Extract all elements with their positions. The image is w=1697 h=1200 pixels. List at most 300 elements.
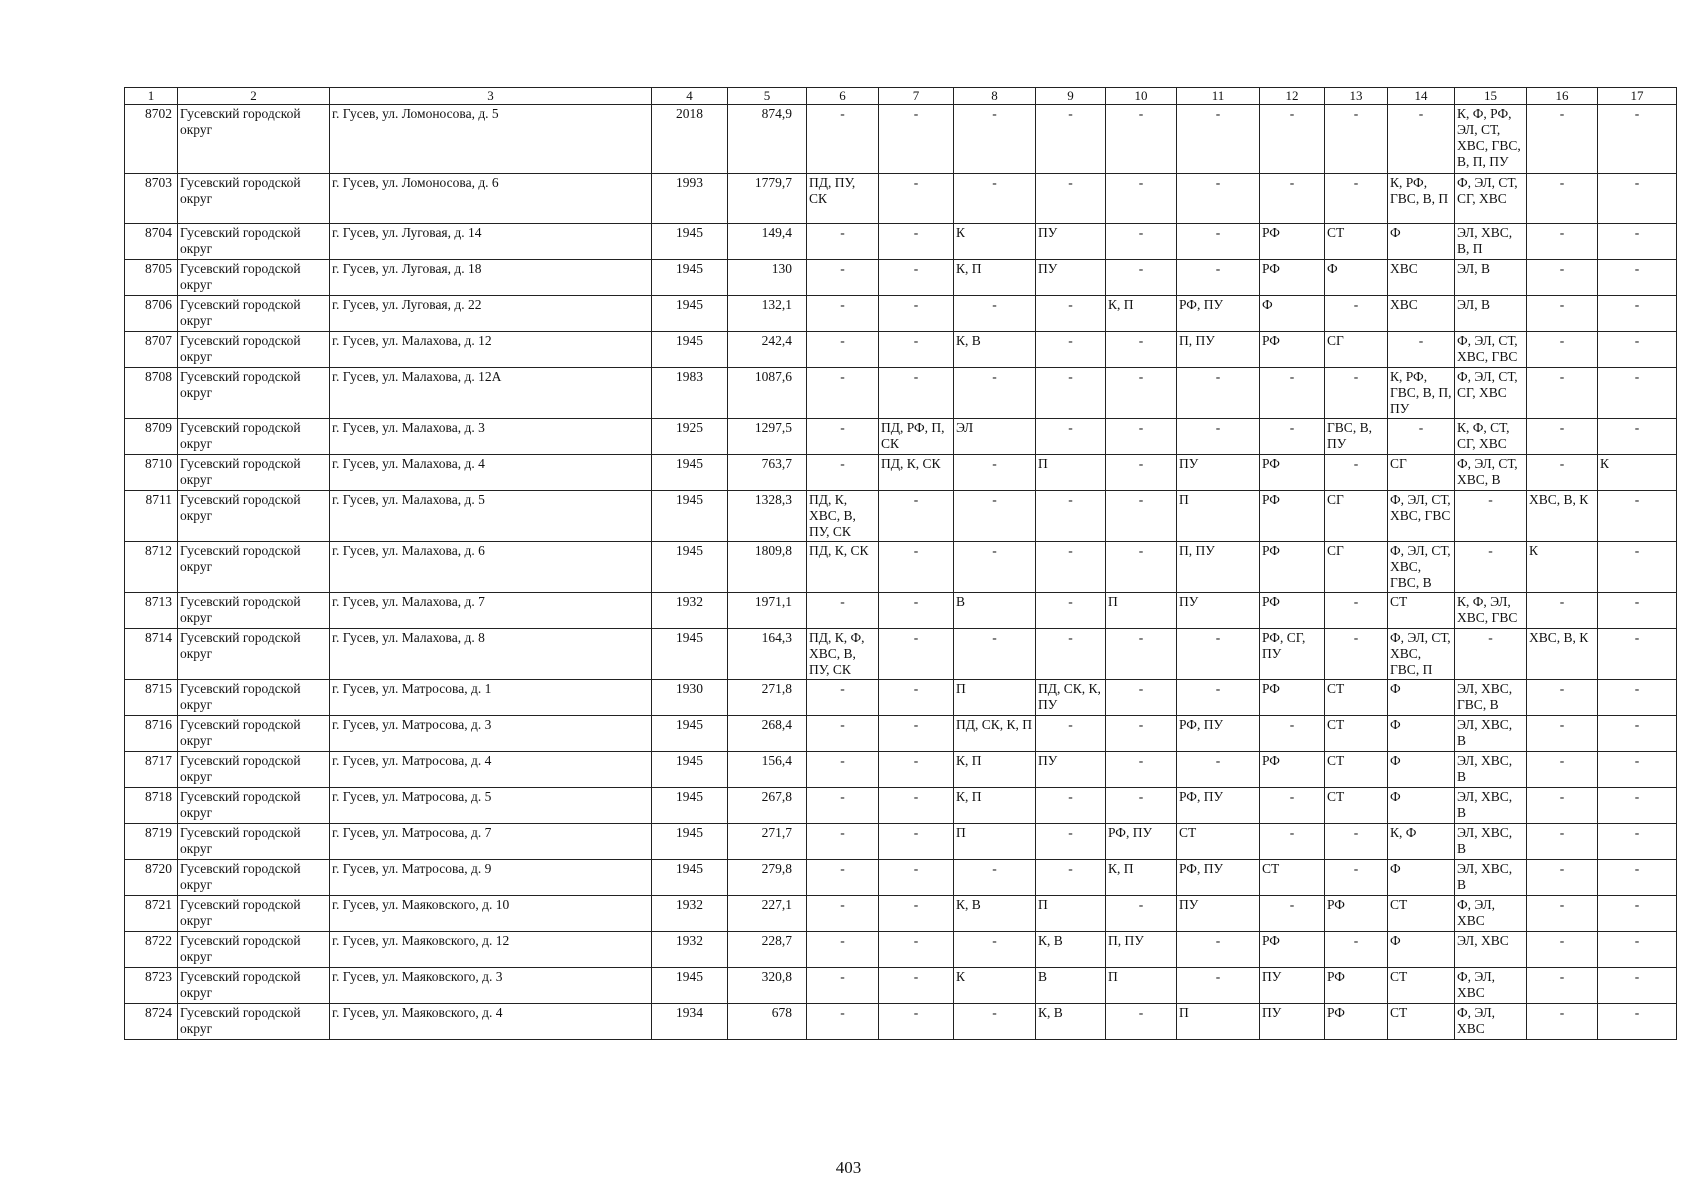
table-cell-col-2: Гусевский городской округ	[178, 968, 330, 1004]
table-row	[125, 332, 1677, 368]
table-cell-col-13: -	[1325, 629, 1388, 680]
table-cell-col-3: г. Гусев, ул. Малахова, д. 12	[330, 332, 652, 368]
table-cell-col-14: Ф	[1388, 752, 1455, 788]
table-cell-col-15: Ф, ЭЛ, СТ, ХВС, ГВС	[1455, 332, 1527, 368]
table-cell-col-15: ЭЛ, ХВС, В	[1455, 788, 1527, 824]
table-cell-col-16: -	[1527, 716, 1598, 752]
table-cell-col-15: Ф, ЭЛ, ХВС	[1455, 1004, 1527, 1040]
table-cell-col-8: К, П	[954, 752, 1036, 788]
table-cell-col-7: -	[879, 1004, 954, 1040]
table-cell-col-17: -	[1598, 296, 1677, 332]
table-cell-col-3: г. Гусев, ул. Матросова, д. 5	[330, 788, 652, 824]
table-cell-col-4: 1945	[652, 968, 728, 1004]
table-cell-col-17: -	[1598, 260, 1677, 296]
table-cell-col-10: -	[1106, 419, 1177, 455]
table-cell-col-4: 1945	[652, 752, 728, 788]
table-cell-col-12: РФ	[1260, 332, 1325, 368]
table-cell-col-17: -	[1598, 332, 1677, 368]
table-cell-col-5: 1297,5	[728, 419, 807, 455]
table-cell-col-8: К	[954, 968, 1036, 1004]
table-cell-col-1: 8706	[125, 296, 178, 332]
table-cell-col-17: -	[1598, 224, 1677, 260]
table-cell-col-9: -	[1036, 542, 1106, 593]
table-cell-col-12: -	[1260, 419, 1325, 455]
table-cell-col-8: К, П	[954, 260, 1036, 296]
table-cell-col-11: -	[1177, 368, 1260, 419]
table-cell-col-10: -	[1106, 629, 1177, 680]
table-cell-col-9: ПУ	[1036, 752, 1106, 788]
table-cell-col-9: ПУ	[1036, 260, 1106, 296]
table-cell-col-3: г. Гусев, ул. Малахова, д. 5	[330, 491, 652, 542]
table-cell-col-6: -	[807, 716, 879, 752]
table-cell-col-16: -	[1527, 932, 1598, 968]
table-cell-col-11: -	[1177, 932, 1260, 968]
table-cell-col-12: ПУ	[1260, 1004, 1325, 1040]
table-cell-col-6: ПД, К, СК	[807, 542, 879, 593]
table-cell-col-14: К, Ф	[1388, 824, 1455, 860]
table-cell-col-2: Гусевский городской округ	[178, 260, 330, 296]
table-cell-col-7: -	[879, 824, 954, 860]
table-cell-col-8: -	[954, 932, 1036, 968]
table-cell-col-12: СТ	[1260, 860, 1325, 896]
table-cell-col-14: ХВС	[1388, 296, 1455, 332]
table-cell-col-12: -	[1260, 174, 1325, 224]
table-cell-col-16: -	[1527, 368, 1598, 419]
table-cell-col-10: -	[1106, 455, 1177, 491]
column-header: 8	[954, 88, 1036, 105]
table-cell-col-3: г. Гусев, ул. Матросова, д. 7	[330, 824, 652, 860]
table-cell-col-13: -	[1325, 174, 1388, 224]
table-cell-col-7: -	[879, 680, 954, 716]
table-cell-col-3: г. Гусев, ул. Малахова, д. 8	[330, 629, 652, 680]
table-row	[125, 174, 1677, 224]
table-cell-col-11: П, ПУ	[1177, 332, 1260, 368]
table-cell-col-15: Ф, ЭЛ, СТ, СГ, ХВС	[1455, 174, 1527, 224]
table-cell-col-7: -	[879, 368, 954, 419]
table-row	[125, 680, 1677, 716]
table-cell-col-10: -	[1106, 716, 1177, 752]
table-cell-col-13: СГ	[1325, 332, 1388, 368]
table-cell-col-11: -	[1177, 419, 1260, 455]
table-cell-col-10: К, П	[1106, 296, 1177, 332]
table-cell-col-17: -	[1598, 629, 1677, 680]
table-cell-col-13: -	[1325, 368, 1388, 419]
table-cell-col-7: ПД, РФ, П, СК	[879, 419, 954, 455]
column-header: 16	[1527, 88, 1598, 105]
table-cell-col-9: -	[1036, 174, 1106, 224]
table-cell-col-16: -	[1527, 1004, 1598, 1040]
table-cell-col-14: СГ	[1388, 455, 1455, 491]
table-row	[125, 260, 1677, 296]
table-cell-col-2: Гусевский городской округ	[178, 716, 330, 752]
table-cell-col-3: г. Гусев, ул. Ломоносова, д. 5	[330, 105, 652, 174]
table-cell-col-3: г. Гусев, ул. Маяковского, д. 10	[330, 896, 652, 932]
table-cell-col-1: 8722	[125, 932, 178, 968]
column-header: 4	[652, 88, 728, 105]
table-cell-col-13: СГ	[1325, 542, 1388, 593]
table-row	[125, 716, 1677, 752]
table-cell-col-11: П, ПУ	[1177, 542, 1260, 593]
table-cell-col-17: -	[1598, 419, 1677, 455]
table-cell-col-6: -	[807, 752, 879, 788]
table-cell-col-1: 8719	[125, 824, 178, 860]
table-cell-col-7: -	[879, 860, 954, 896]
table-cell-col-9: -	[1036, 788, 1106, 824]
table-cell-col-10: П	[1106, 968, 1177, 1004]
table-cell-col-4: 1945	[652, 455, 728, 491]
table-cell-col-1: 8712	[125, 542, 178, 593]
table-cell-col-15: ЭЛ, ХВС, В, П	[1455, 224, 1527, 260]
table-cell-col-1: 8703	[125, 174, 178, 224]
table-cell-col-11: ПУ	[1177, 896, 1260, 932]
table-cell-col-13: Ф	[1325, 260, 1388, 296]
table-cell-col-16: -	[1527, 896, 1598, 932]
table-cell-col-10: -	[1106, 788, 1177, 824]
table-cell-col-14: Ф	[1388, 788, 1455, 824]
table-cell-col-3: г. Гусев, ул. Луговая, д. 22	[330, 296, 652, 332]
table-cell-col-12: РФ	[1260, 542, 1325, 593]
table-cell-col-10: -	[1106, 896, 1177, 932]
table-row	[125, 296, 1677, 332]
table-cell-col-7: -	[879, 932, 954, 968]
table-cell-col-2: Гусевский городской округ	[178, 1004, 330, 1040]
table-cell-col-6: -	[807, 332, 879, 368]
table-cell-col-16: -	[1527, 752, 1598, 788]
table-cell-col-4: 1945	[652, 296, 728, 332]
table-cell-col-7: -	[879, 332, 954, 368]
table-cell-col-14: -	[1388, 419, 1455, 455]
table-cell-col-15: ЭЛ, ХВС, В	[1455, 860, 1527, 896]
table-cell-col-17: -	[1598, 105, 1677, 174]
table-cell-col-14: Ф	[1388, 716, 1455, 752]
table-cell-col-5: 227,1	[728, 896, 807, 932]
table-cell-col-13: -	[1325, 105, 1388, 174]
table-cell-col-4: 1934	[652, 1004, 728, 1040]
table-cell-col-2: Гусевский городской округ	[178, 896, 330, 932]
table-cell-col-3: г. Гусев, ул. Матросова, д. 1	[330, 680, 652, 716]
table-cell-col-15: ЭЛ, ХВС	[1455, 932, 1527, 968]
table-cell-col-12: РФ	[1260, 752, 1325, 788]
table-cell-col-5: 242,4	[728, 332, 807, 368]
table-cell-col-6: -	[807, 296, 879, 332]
table-cell-col-13: -	[1325, 932, 1388, 968]
table-cell-col-2: Гусевский городской округ	[178, 332, 330, 368]
table-cell-col-11: СТ	[1177, 824, 1260, 860]
table-cell-col-13: СТ	[1325, 752, 1388, 788]
table-cell-col-16: -	[1527, 174, 1598, 224]
table-cell-col-17: -	[1598, 491, 1677, 542]
table-cell-col-7: -	[879, 105, 954, 174]
table-cell-col-11: -	[1177, 224, 1260, 260]
table-cell-col-15: ЭЛ, В	[1455, 260, 1527, 296]
table-cell-col-12: РФ, СГ, ПУ	[1260, 629, 1325, 680]
table-row	[125, 224, 1677, 260]
register-table	[124, 87, 1677, 1040]
table-cell-col-13: -	[1325, 860, 1388, 896]
table-cell-col-1: 8715	[125, 680, 178, 716]
table-cell-col-12: РФ	[1260, 491, 1325, 542]
table-cell-col-5: 267,8	[728, 788, 807, 824]
table-cell-col-11: -	[1177, 260, 1260, 296]
table-cell-col-17: -	[1598, 860, 1677, 896]
table-cell-col-6: -	[807, 788, 879, 824]
table-cell-col-1: 8714	[125, 629, 178, 680]
table-cell-col-14: К, РФ, ГВС, В, П, ПУ	[1388, 368, 1455, 419]
table-cell-col-6: -	[807, 224, 879, 260]
table-cell-col-7: ПД, К, СК	[879, 455, 954, 491]
table-cell-col-6: -	[807, 1004, 879, 1040]
table-cell-col-16: -	[1527, 593, 1598, 629]
table-cell-col-1: 8713	[125, 593, 178, 629]
table-cell-col-1: 8720	[125, 860, 178, 896]
table-cell-col-6: ПД, ПУ, СК	[807, 174, 879, 224]
table-cell-col-17: -	[1598, 680, 1677, 716]
table-cell-col-13: РФ	[1325, 896, 1388, 932]
table-cell-col-4: 1945	[652, 332, 728, 368]
table-cell-col-1: 8711	[125, 491, 178, 542]
table-cell-col-4: 1945	[652, 629, 728, 680]
table-cell-col-2: Гусевский городской округ	[178, 680, 330, 716]
table-cell-col-5: 320,8	[728, 968, 807, 1004]
table-cell-col-5: 271,7	[728, 824, 807, 860]
table-cell-col-11: РФ, ПУ	[1177, 860, 1260, 896]
table-row	[125, 932, 1677, 968]
table-cell-col-9: -	[1036, 824, 1106, 860]
table-cell-col-17: -	[1598, 752, 1677, 788]
table-cell-col-9: -	[1036, 491, 1106, 542]
table-row	[125, 629, 1677, 680]
table-cell-col-3: г. Гусев, ул. Малахова, д. 12А	[330, 368, 652, 419]
column-number-row	[125, 88, 1677, 105]
table-cell-col-17: -	[1598, 593, 1677, 629]
table-cell-col-10: -	[1106, 1004, 1177, 1040]
table-cell-col-10: -	[1106, 368, 1177, 419]
table-cell-col-2: Гусевский городской округ	[178, 174, 330, 224]
table-cell-col-1: 8718	[125, 788, 178, 824]
table-cell-col-11: РФ, ПУ	[1177, 296, 1260, 332]
table-cell-col-6: -	[807, 593, 879, 629]
table-cell-col-9: -	[1036, 105, 1106, 174]
table-row	[125, 788, 1677, 824]
table-cell-col-7: -	[879, 224, 954, 260]
table-cell-col-14: СТ	[1388, 896, 1455, 932]
table-cell-col-1: 8710	[125, 455, 178, 491]
table-cell-col-5: 130	[728, 260, 807, 296]
table-cell-col-5: 1779,7	[728, 174, 807, 224]
table-cell-col-8: -	[954, 455, 1036, 491]
table-cell-col-2: Гусевский городской округ	[178, 824, 330, 860]
table-cell-col-14: Ф, ЭЛ, СТ, ХВС, ГВС, П	[1388, 629, 1455, 680]
table-cell-col-13: РФ	[1325, 1004, 1388, 1040]
table-cell-col-9: П	[1036, 896, 1106, 932]
table-cell-col-4: 2018	[652, 105, 728, 174]
table-cell-col-2: Гусевский городской округ	[178, 860, 330, 896]
table-cell-col-8: -	[954, 542, 1036, 593]
table-cell-col-3: г. Гусев, ул. Малахова, д. 3	[330, 419, 652, 455]
table-cell-col-7: -	[879, 491, 954, 542]
table-row	[125, 419, 1677, 455]
table-cell-col-16: -	[1527, 455, 1598, 491]
table-cell-col-13: СТ	[1325, 224, 1388, 260]
column-header: 13	[1325, 88, 1388, 105]
table-cell-col-4: 1945	[652, 716, 728, 752]
table-row	[125, 368, 1677, 419]
table-cell-col-17: -	[1598, 968, 1677, 1004]
table-cell-col-17: -	[1598, 716, 1677, 752]
table-cell-col-4: 1945	[652, 260, 728, 296]
table-cell-col-14: Ф	[1388, 860, 1455, 896]
table-cell-col-3: г. Гусев, ул. Луговая, д. 18	[330, 260, 652, 296]
column-header: 11	[1177, 88, 1260, 105]
table-cell-col-4: 1932	[652, 896, 728, 932]
table-cell-col-7: -	[879, 542, 954, 593]
table-row	[125, 491, 1677, 542]
table-cell-col-17: -	[1598, 788, 1677, 824]
table-cell-col-9: -	[1036, 419, 1106, 455]
table-cell-col-10: -	[1106, 174, 1177, 224]
table-cell-col-13: ГВС, В, ПУ	[1325, 419, 1388, 455]
table-cell-col-16: -	[1527, 224, 1598, 260]
table-cell-col-5: 678	[728, 1004, 807, 1040]
table-cell-col-9: К, В	[1036, 1004, 1106, 1040]
column-header: 14	[1388, 88, 1455, 105]
table-cell-col-11: -	[1177, 680, 1260, 716]
table-cell-col-10: -	[1106, 680, 1177, 716]
table-cell-col-2: Гусевский городской округ	[178, 224, 330, 260]
column-header: 5	[728, 88, 807, 105]
table-cell-col-12: РФ	[1260, 680, 1325, 716]
table-cell-col-3: г. Гусев, ул. Матросова, д. 9	[330, 860, 652, 896]
table-cell-col-8: -	[954, 174, 1036, 224]
table-cell-col-3: г. Гусев, ул. Луговая, д. 14	[330, 224, 652, 260]
table-cell-col-9: -	[1036, 593, 1106, 629]
table-cell-col-5: 1809,8	[728, 542, 807, 593]
table-cell-col-13: -	[1325, 296, 1388, 332]
table-cell-col-10: П	[1106, 593, 1177, 629]
table-cell-col-9: -	[1036, 629, 1106, 680]
table-cell-col-16: -	[1527, 296, 1598, 332]
table-row	[125, 1004, 1677, 1040]
table-cell-col-9: ПУ	[1036, 224, 1106, 260]
table-cell-col-15: ЭЛ, В	[1455, 296, 1527, 332]
table-cell-col-1: 8707	[125, 332, 178, 368]
table-cell-col-1: 8709	[125, 419, 178, 455]
table-cell-col-12: -	[1260, 824, 1325, 860]
table-cell-col-16: К	[1527, 542, 1598, 593]
table-cell-col-14: К, РФ, ГВС, В, П	[1388, 174, 1455, 224]
table-cell-col-3: г. Гусев, ул. Маяковского, д. 12	[330, 932, 652, 968]
table-cell-col-6: -	[807, 896, 879, 932]
table-cell-col-8: К, В	[954, 332, 1036, 368]
table-cell-col-17: -	[1598, 896, 1677, 932]
table-cell-col-14: Ф	[1388, 932, 1455, 968]
table-cell-col-12: РФ	[1260, 260, 1325, 296]
table-cell-col-10: -	[1106, 105, 1177, 174]
table-cell-col-12: РФ	[1260, 932, 1325, 968]
table-cell-col-13: РФ	[1325, 968, 1388, 1004]
table-cell-col-3: г. Гусев, ул. Маяковского, д. 3	[330, 968, 652, 1004]
table-cell-col-4: 1932	[652, 932, 728, 968]
table-cell-col-16: -	[1527, 680, 1598, 716]
table-cell-col-6: -	[807, 680, 879, 716]
table-cell-col-8: ПД, СК, К, П	[954, 716, 1036, 752]
column-header: 10	[1106, 88, 1177, 105]
table-cell-col-5: 1971,1	[728, 593, 807, 629]
table-cell-col-4: 1945	[652, 824, 728, 860]
table-cell-col-10: -	[1106, 260, 1177, 296]
table-cell-col-17: -	[1598, 368, 1677, 419]
table-cell-col-10: -	[1106, 332, 1177, 368]
table-row	[125, 752, 1677, 788]
table-cell-col-4: 1932	[652, 593, 728, 629]
table-cell-col-13: СТ	[1325, 788, 1388, 824]
table-cell-col-11: ПУ	[1177, 455, 1260, 491]
table-cell-col-8: К, В	[954, 896, 1036, 932]
table-cell-col-2: Гусевский городской округ	[178, 368, 330, 419]
table-cell-col-15: К, Ф, РФ, ЭЛ, СТ, ХВС, ГВС, В, П, ПУ	[1455, 105, 1527, 174]
table-cell-col-7: -	[879, 896, 954, 932]
table-cell-col-4: 1945	[652, 224, 728, 260]
table-cell-col-1: 8716	[125, 716, 178, 752]
table-cell-col-11: -	[1177, 629, 1260, 680]
table-cell-col-4: 1945	[652, 860, 728, 896]
table-cell-col-11: ПУ	[1177, 593, 1260, 629]
table-cell-col-16: -	[1527, 105, 1598, 174]
table-cell-col-12: РФ	[1260, 593, 1325, 629]
table-cell-col-13: -	[1325, 824, 1388, 860]
table-row	[125, 455, 1677, 491]
table-cell-col-12: РФ	[1260, 455, 1325, 491]
table-cell-col-17: -	[1598, 824, 1677, 860]
table-cell-col-5: 1087,6	[728, 368, 807, 419]
table-cell-col-3: г. Гусев, ул. Малахова, д. 4	[330, 455, 652, 491]
table-cell-col-9: -	[1036, 860, 1106, 896]
column-header: 17	[1598, 88, 1677, 105]
table-cell-col-5: 763,7	[728, 455, 807, 491]
table-cell-col-3: г. Гусев, ул. Ломоносова, д. 6	[330, 174, 652, 224]
table-cell-col-3: г. Гусев, ул. Малахова, д. 7	[330, 593, 652, 629]
table-cell-col-5: 132,1	[728, 296, 807, 332]
table-cell-col-12: -	[1260, 716, 1325, 752]
table-cell-col-2: Гусевский городской округ	[178, 542, 330, 593]
register-table-container	[124, 87, 1677, 1040]
table-cell-col-4: 1945	[652, 788, 728, 824]
table-cell-col-15: К, Ф, СТ, СГ, ХВС	[1455, 419, 1527, 455]
table-cell-col-15: -	[1455, 542, 1527, 593]
table-cell-col-17: К	[1598, 455, 1677, 491]
table-cell-col-14: СТ	[1388, 593, 1455, 629]
table-cell-col-15: -	[1455, 629, 1527, 680]
table-cell-col-15: -	[1455, 491, 1527, 542]
table-cell-col-14: -	[1388, 105, 1455, 174]
table-cell-col-10: К, П	[1106, 860, 1177, 896]
table-cell-col-1: 8708	[125, 368, 178, 419]
table-cell-col-7: -	[879, 296, 954, 332]
table-cell-col-9: П	[1036, 455, 1106, 491]
table-cell-col-12: Ф	[1260, 296, 1325, 332]
table-cell-col-14: Ф	[1388, 224, 1455, 260]
table-cell-col-9: -	[1036, 332, 1106, 368]
table-cell-col-4: 1930	[652, 680, 728, 716]
table-cell-col-16: -	[1527, 419, 1598, 455]
table-cell-col-5: 156,4	[728, 752, 807, 788]
table-cell-col-16: -	[1527, 332, 1598, 368]
table-cell-col-14: Ф	[1388, 680, 1455, 716]
table-cell-col-6: ПД, К, ХВС, В, ПУ, СК	[807, 491, 879, 542]
table-cell-col-6: -	[807, 260, 879, 296]
table-row	[125, 860, 1677, 896]
table-cell-col-6: -	[807, 419, 879, 455]
